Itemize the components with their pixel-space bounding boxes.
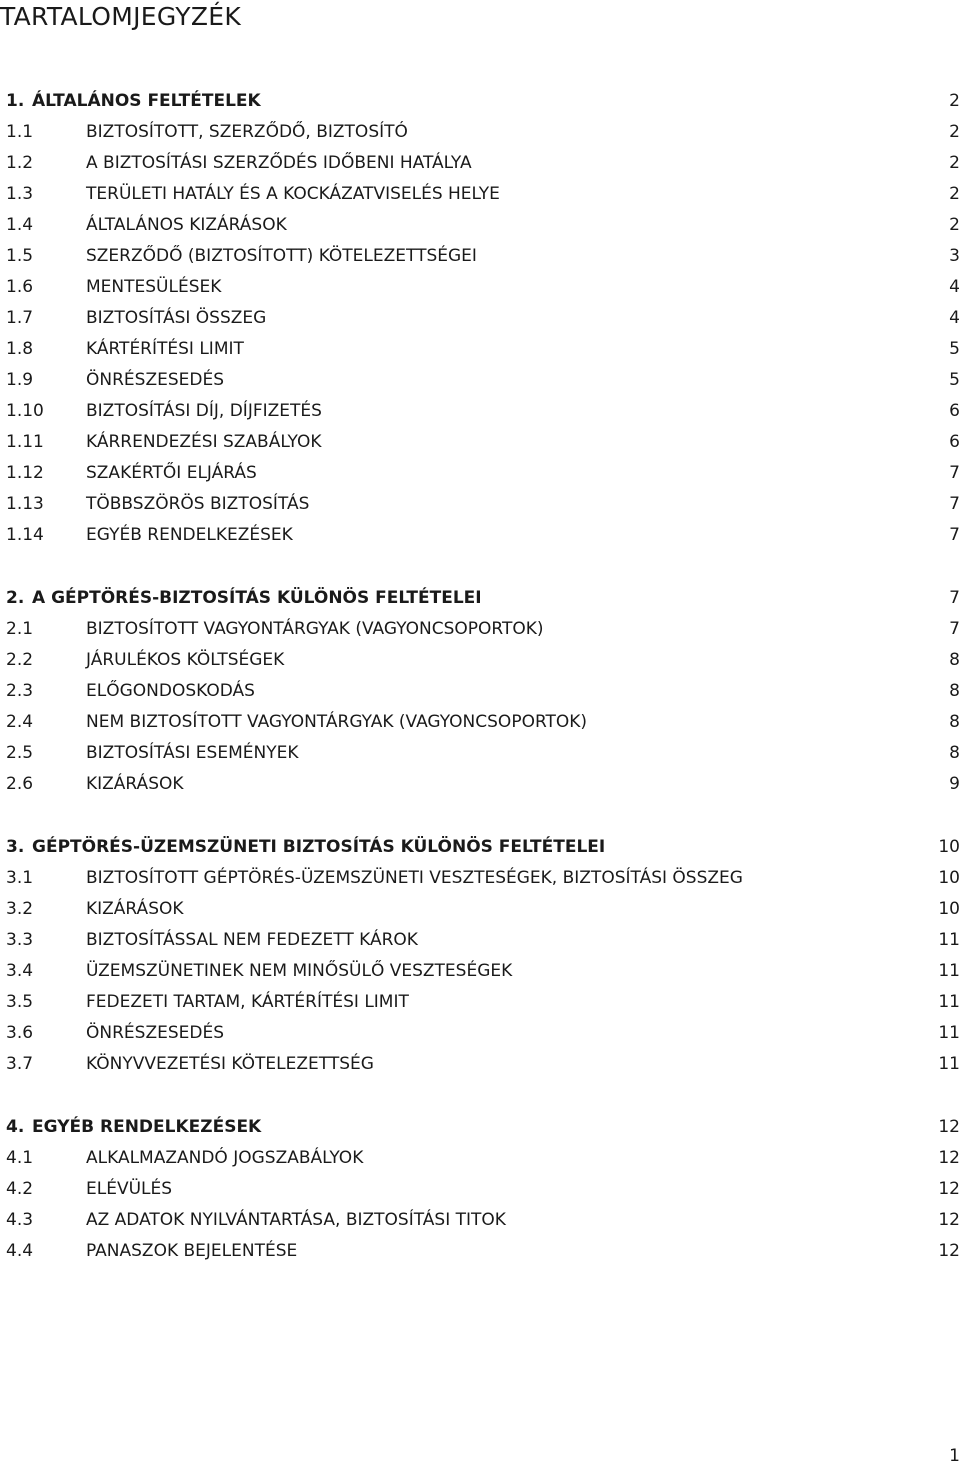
toc-entry-label: KIZÁRÁSOK [86, 899, 184, 919]
toc-entry[interactable] [0, 1205, 960, 1236]
toc-entry-page: 4 [949, 277, 960, 297]
toc-entry-number: 2.4 [6, 712, 34, 732]
toc-entry[interactable] [0, 925, 960, 956]
toc-entry-label: EGYÉB RENDELKEZÉSEK [86, 525, 293, 545]
toc-entry-label: BIZTOSÍTOTT GÉPTÖRÉS-ÜZEMSZÜNETI VESZTESÉGEK, BIZTOSÍTÁSI ÖSSZEG [86, 868, 743, 888]
toc-entry-page: 5 [949, 339, 960, 359]
toc-entry[interactable] [0, 303, 960, 334]
toc-entry[interactable] [0, 645, 960, 676]
toc-section-number: 3. [6, 837, 25, 857]
toc-entry-number: 2.3 [6, 681, 34, 701]
toc-section-page: 7 [949, 588, 960, 608]
toc-entry-number: 4.2 [6, 1179, 34, 1199]
toc-entry-number: 1.13 [6, 494, 44, 514]
toc-entry-number: 1.14 [6, 525, 44, 545]
toc-entry-number: 3.3 [6, 930, 34, 950]
toc-entry-label: KÁRTÉRÍTÉSI LIMIT [86, 339, 244, 359]
toc-entry-page: 2 [949, 184, 960, 204]
toc-entry[interactable] [0, 738, 960, 769]
toc-section-heading[interactable] [0, 583, 960, 614]
toc-entry-page: 12 [938, 1241, 960, 1261]
toc-section-heading[interactable] [0, 86, 960, 117]
toc-entry-label: TERÜLETI HATÁLY ÉS A KOCKÁZATVISELÉS HELYE [86, 184, 500, 204]
toc-section-label: EGYÉB RENDELKEZÉSEK [32, 1117, 262, 1137]
toc-entry-label: BIZTOSÍTÁSI ÖSSZEG [86, 308, 267, 328]
toc-entry-number: 2.5 [6, 743, 34, 763]
toc-entry-page: 9 [949, 774, 960, 794]
toc-entry-page: 6 [949, 432, 960, 452]
toc-entry-number: 1.2 [6, 153, 34, 173]
toc-entry-label: BIZTOSÍTOTT VAGYONTÁRGYAK (VAGYONCSOPORTOK) [86, 619, 544, 639]
toc-entry-page: 11 [938, 992, 960, 1012]
toc-entry[interactable] [0, 1018, 960, 1049]
toc-entry[interactable] [0, 614, 960, 645]
toc-entry-label: KIZÁRÁSOK [86, 774, 184, 794]
toc-entry-label: BIZTOSÍTÁSSAL NEM FEDEZETT KÁROK [86, 930, 418, 950]
toc-entry-label: ÖNRÉSZESEDÉS [86, 1023, 224, 1043]
toc-entry-label: ÜZEMSZÜNETINEK NEM MINŐSÜLŐ VESZTESÉGEK [86, 961, 513, 981]
toc-entry-page: 8 [949, 681, 960, 701]
toc-entry-label: ELÉVÜLÉS [86, 1179, 173, 1199]
toc-section-heading[interactable] [0, 1112, 960, 1143]
toc-entry-number: 4.3 [6, 1210, 34, 1230]
toc-entry-page: 8 [949, 650, 960, 670]
toc-entry-number: 3.1 [6, 868, 34, 888]
toc-entry-page: 11 [938, 1023, 960, 1043]
toc-entry-page: 11 [938, 1054, 960, 1074]
toc-entry-number: 1.3 [6, 184, 34, 204]
toc-entry-label: BIZTOSÍTÁSI ESEMÉNYEK [86, 743, 299, 763]
toc-entry-page: 8 [949, 743, 960, 763]
toc-entry[interactable] [0, 148, 960, 179]
toc-section-number: 4. [6, 1117, 25, 1137]
toc-entry-number: 2.6 [6, 774, 34, 794]
toc-entry[interactable] [0, 987, 960, 1018]
toc-entry-label: ALKALMAZANDÓ JOGSZABÁLYOK [86, 1148, 364, 1168]
toc-entry-page: 8 [949, 712, 960, 732]
toc-entry-label: TÖBBSZÖRÖS BIZTOSÍTÁS [86, 494, 310, 514]
toc-entry[interactable] [0, 365, 960, 396]
toc-section-label: GÉPTÖRÉS-ÜZEMSZÜNETI BIZTOSÍTÁS KÜLÖNÖS FELTÉTELEI [32, 837, 606, 857]
toc-entry-number: 1.11 [6, 432, 44, 452]
toc-entry[interactable] [0, 458, 960, 489]
toc-entry-number: 1.7 [6, 308, 34, 328]
toc-section [0, 86, 960, 551]
toc-entry-page: 12 [938, 1210, 960, 1230]
table-of-contents [0, 86, 960, 1299]
toc-section-page: 2 [949, 91, 960, 111]
toc-entry[interactable] [0, 489, 960, 520]
toc-entry-page: 12 [938, 1179, 960, 1199]
toc-entry[interactable] [0, 769, 960, 800]
toc-section-page: 10 [938, 837, 960, 857]
toc-entry-number: 1.8 [6, 339, 34, 359]
toc-entry-number: 1.1 [6, 122, 34, 142]
toc-entry-page: 2 [949, 215, 960, 235]
toc-entry[interactable] [0, 117, 960, 148]
toc-entry[interactable] [0, 1236, 960, 1267]
toc-entry-number: 2.1 [6, 619, 34, 639]
toc-section [0, 1112, 960, 1267]
toc-entry-label: SZERZŐDŐ (BIZTOSÍTOTT) KÖTELEZETTSÉGEI [86, 246, 477, 266]
toc-entry-page: 7 [949, 463, 960, 483]
toc-section [0, 583, 960, 800]
toc-entry-label: PANASZOK BEJELENTÉSE [86, 1241, 298, 1261]
toc-entry[interactable] [0, 427, 960, 458]
toc-entry-number: 1.9 [6, 370, 34, 390]
toc-entry[interactable] [0, 334, 960, 365]
toc-section-number: 1. [6, 91, 25, 111]
toc-entry-label: KÖNYVVEZETÉSI KÖTELEZETTSÉG [86, 1054, 374, 1074]
page-number: 1 [949, 1446, 960, 1466]
toc-entry[interactable] [0, 179, 960, 210]
toc-entry[interactable] [0, 1174, 960, 1205]
toc-entry-number: 3.4 [6, 961, 34, 981]
toc-section [0, 832, 960, 1080]
toc-entry-label: MENTESÜLÉSEK [86, 277, 222, 297]
toc-entry-page: 3 [949, 246, 960, 266]
toc-entry-number: 1.12 [6, 463, 44, 483]
toc-entry-page: 2 [949, 122, 960, 142]
toc-entry-label: NEM BIZTOSÍTOTT VAGYONTÁRGYAK (VAGYONCSOPORTOK) [86, 712, 588, 732]
toc-entry[interactable] [0, 272, 960, 303]
toc-entry[interactable] [0, 396, 960, 427]
toc-entry-label: ÖNRÉSZESEDÉS [86, 370, 224, 390]
toc-entry-number: 1.4 [6, 215, 34, 235]
toc-entry-label: SZAKÉRTŐI ELJÁRÁS [86, 463, 257, 483]
toc-entry-page: 4 [949, 308, 960, 328]
toc-entry[interactable] [0, 520, 960, 551]
toc-section-page: 12 [938, 1117, 960, 1137]
toc-entry[interactable] [0, 1049, 960, 1080]
toc-entry-label: ELŐGONDOSKODÁS [86, 681, 255, 701]
page-title: TARTALOMJEGYZÉK [0, 2, 242, 31]
toc-entry-page: 2 [949, 153, 960, 173]
toc-entry[interactable] [0, 1143, 960, 1174]
toc-entry-label: ÁLTALÁNOS KIZÁRÁSOK [86, 215, 287, 235]
toc-entry-page: 7 [949, 619, 960, 639]
toc-entry-number: 4.4 [6, 1241, 34, 1261]
toc-entry-label: FEDEZETI TARTAM, KÁRTÉRÍTÉSI LIMIT [86, 992, 409, 1012]
toc-entry-page: 10 [938, 899, 960, 919]
toc-entry[interactable] [0, 894, 960, 925]
toc-entry-page: 7 [949, 525, 960, 545]
toc-entry-page: 12 [938, 1148, 960, 1168]
toc-entry-page: 5 [949, 370, 960, 390]
toc-entry-number: 3.6 [6, 1023, 34, 1043]
toc-entry-label: A BIZTOSÍTÁSI SZERZŐDÉS IDŐBENI HATÁLYA [86, 153, 472, 173]
toc-entry-page: 7 [949, 494, 960, 514]
toc-entry-label: BIZTOSÍTOTT, SZERZŐDŐ, BIZTOSÍTÓ [86, 122, 408, 142]
toc-entry-label: BIZTOSÍTÁSI DÍJ, DÍJFIZETÉS [86, 401, 322, 421]
toc-section-label: A GÉPTÖRÉS-BIZTOSÍTÁS KÜLÖNÖS FELTÉTELEI [32, 588, 482, 608]
toc-section-number: 2. [6, 588, 25, 608]
toc-entry-page: 6 [949, 401, 960, 421]
toc-entry-number: 3.7 [6, 1054, 34, 1074]
toc-entry[interactable] [0, 863, 960, 894]
toc-entry-number: 3.2 [6, 899, 34, 919]
toc-entry[interactable] [0, 210, 960, 241]
toc-entry-number: 2.2 [6, 650, 34, 670]
toc-entry-page: 10 [938, 868, 960, 888]
toc-entry-number: 1.5 [6, 246, 34, 266]
toc-entry-label: AZ ADATOK NYILVÁNTARTÁSA, BIZTOSÍTÁSI TITOK [86, 1210, 506, 1230]
toc-entry-label: KÁRRENDEZÉSI SZABÁLYOK [86, 432, 322, 452]
toc-entry-number: 3.5 [6, 992, 34, 1012]
toc-entry[interactable] [0, 676, 960, 707]
toc-entry[interactable] [0, 707, 960, 738]
toc-section-label: ÁLTALÁNOS FELTÉTELEK [32, 91, 261, 111]
toc-entry-page: 11 [938, 930, 960, 950]
toc-section-heading[interactable] [0, 832, 960, 863]
toc-entry-number: 1.6 [6, 277, 34, 297]
toc-entry-label: JÁRULÉKOS KÖLTSÉGEK [86, 650, 285, 670]
toc-entry[interactable] [0, 956, 960, 987]
toc-entry-number: 4.1 [6, 1148, 34, 1168]
toc-entry-page: 11 [938, 961, 960, 981]
toc-entry[interactable] [0, 241, 960, 272]
toc-entry-number: 1.10 [6, 401, 44, 421]
